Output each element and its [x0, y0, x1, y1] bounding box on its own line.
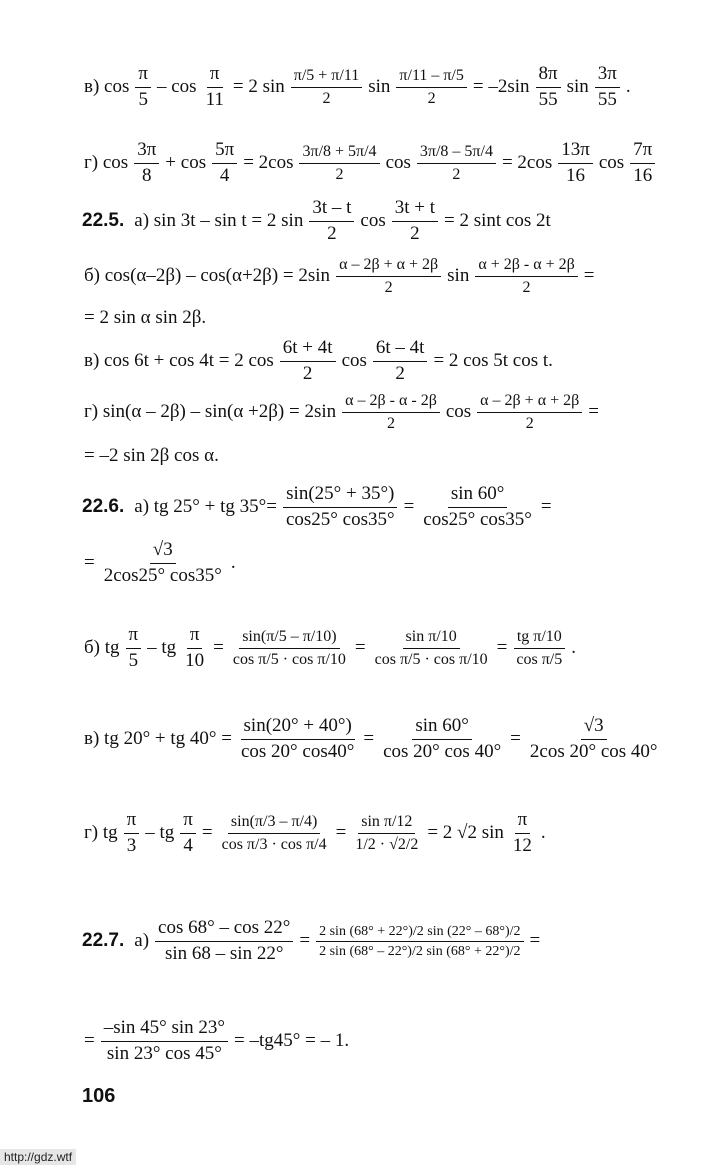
operator: = [354, 636, 366, 658]
expr-label: а) sin 3t – sin t = 2 sin [134, 209, 304, 231]
solution-22-5-g-cont [82, 446, 681, 467]
fraction: $\frac{√3}{2\cos 25^\circ \cos 35^\circ}$ [103, 539, 222, 586]
solution-22-5-b [82, 256, 681, 296]
operator: = [363, 727, 375, 749]
operator: sin [447, 264, 470, 286]
fraction: $\frac{\sin(\pi/5 - \pi/10)}{\text{cos π/5 · cos π/10}}$ [232, 628, 346, 668]
fraction: $\frac{13\pi}{16}$ [558, 140, 593, 187]
fraction: $\frac{2 \sin (68^\circ + 22^\circ)/2 \sin (22^\circ - 68^\circ)/2}{2 \sin (68^\circ - 22^\circ)/2 \sin (68^\circ + 22^\circ)/2}$ [316, 924, 523, 960]
expr-label: г) cos [84, 151, 129, 173]
solution-22-4-g [82, 140, 681, 187]
operator: = [588, 400, 599, 422]
page-number: 106 [82, 1085, 116, 1107]
expr-label: б) cos(α–2β) – cos(α+2β) = 2sin [84, 264, 331, 286]
fraction: $\frac{8\pi}{55}$ [536, 64, 561, 111]
solution-22-5-a [82, 198, 681, 245]
fraction: $\frac{√3}{2\cos 20^\circ \cos 40^\circ}$ [529, 715, 658, 762]
solution-22-6-g [82, 810, 681, 857]
operator: = –2sin [472, 75, 530, 97]
fraction: $\frac{3\pi/8 + 5\pi/4}{2}$ [299, 143, 379, 183]
expr-label: г) tg [84, 821, 118, 843]
fraction: $\frac{\pi}{11}$ [205, 63, 224, 110]
operator: = [299, 929, 311, 951]
fraction: $\frac{5\pi}{4}$ [212, 140, 237, 187]
fraction: $\frac{3\pi}{8}$ [134, 140, 159, 187]
fraction: $\frac{\pi}{3}$ [124, 810, 140, 857]
solution-22-7-a-cont [82, 1018, 681, 1065]
solution-22-7-a [82, 918, 681, 965]
problem-number: 22.5. [82, 209, 125, 231]
fraction: $\frac{\alpha - 2\beta - \alpha - 2\beta}{2}$ [342, 392, 440, 432]
operator: sin [566, 75, 589, 97]
solution-22-6-a-cont [82, 540, 681, 587]
fraction: $\frac{\alpha - 2\beta + \alpha + 2\beta}{2}$ [336, 256, 441, 296]
operator: cos [360, 209, 386, 231]
operator: = 2cos [501, 151, 553, 173]
operator: = [84, 1029, 95, 1051]
result: = –tg45° = – 1. [234, 1029, 350, 1051]
expr-label: б) tg [84, 636, 120, 658]
fraction: $\frac{\sin 60^\circ}{\cos 20^\circ \cos 40^\circ}$ [383, 715, 502, 762]
operator: = [213, 636, 224, 658]
operator: cos [445, 400, 472, 422]
problem-number: 22.7. [82, 929, 125, 951]
solution-22-6-a [82, 484, 681, 531]
fraction: $\frac{6t + 4t}{2}$ [280, 338, 336, 385]
fraction: $\frac{\pi}{5}$ [135, 64, 151, 111]
fraction: $\frac{\pi}{12}$ [512, 809, 532, 856]
solution-22-5-b-cont [82, 308, 681, 329]
result: = 2 sint cos 2t [444, 209, 551, 231]
solution-22-5-g [82, 392, 681, 432]
operator: = 2 √2 sin [427, 821, 504, 843]
fraction: $\frac{7\pi}{16}$ [630, 140, 655, 187]
fraction: $\frac{\sin(20^\circ + 40^\circ)}{\cos 20^\circ \cos 40^\circ}$ [240, 715, 355, 762]
fraction: $\frac{\pi}{10}$ [185, 624, 205, 671]
operator: . [625, 75, 631, 97]
fraction: $\frac{\pi/11 - \pi/5}{2}$ [396, 67, 466, 107]
operator: sin [368, 75, 391, 97]
operator: = [583, 264, 595, 286]
fraction: $\frac{\text{sin π/12}}{1/2 \cdot √2/2}$ [355, 813, 419, 853]
operator: + cos [165, 151, 207, 173]
problem-number: 22.6. [82, 495, 125, 517]
solution-22-6-b [82, 625, 681, 672]
fraction: $\frac{\sin(25^\circ + 35^\circ)}{\cos 25^\circ \cos 35^\circ}$ [283, 484, 398, 531]
operator: – cos [156, 75, 197, 97]
operator: . [540, 821, 546, 843]
solution-22-4-v [82, 64, 681, 111]
fraction: $\frac{\alpha + 2\beta - \alpha + 2\beta}{2}$ [475, 256, 577, 296]
fraction: $\frac{\text{sin π/10}}{\text{cos π/5 · cos π/10}}$ [374, 628, 488, 668]
expr-label: г) sin(α – 2β) – sin(α +2β) = 2sin [84, 400, 337, 422]
watermark-link[interactable]: http://gdz.wtf [0, 1149, 76, 1165]
operator: – tg [145, 821, 175, 843]
fraction: $\frac{\alpha - 2\beta + \alpha + 2\beta}{2}$ [477, 392, 582, 432]
operator: = [540, 495, 552, 517]
solution-22-6-v [82, 716, 681, 763]
result: = 2 sin α sin 2β. [84, 307, 207, 328]
fraction: $\frac{\cos 68^\circ - \cos 22^\circ}{\sin 68 - \sin 22^\circ}$ [155, 918, 293, 965]
fraction: $\frac{3t + t}{2}$ [392, 198, 438, 245]
fraction: $\frac{\text{tg π/10}}{\text{cos π/5}}$ [513, 628, 565, 668]
expr-label: а) tg 25° + tg 35°= [134, 495, 277, 517]
fraction: $\frac{6t - 4t}{2}$ [373, 338, 428, 385]
operator: cos [598, 151, 625, 173]
operator: cos [341, 349, 367, 371]
fraction: $\frac{\pi}{4}$ [180, 810, 196, 857]
fraction: $\frac{3t - t}{2}$ [309, 198, 354, 245]
fraction: $\frac{\sin(\pi/3 - \pi/4)}{\text{cos π/3 · cos π/4}}$ [221, 813, 327, 853]
expr-label: в) cos [84, 75, 130, 97]
fraction: $\frac{\pi/5 + \pi/11}{2}$ [291, 67, 362, 107]
fraction: $\frac{3\pi/8 - 5\pi/4}{2}$ [417, 143, 496, 183]
operator: = [529, 929, 541, 951]
solution-22-5-v [82, 338, 681, 385]
expr-label: в) tg 20° + tg 40° = [84, 727, 232, 749]
fraction: $\frac{-\sin 45^\circ \sin 23^\circ}{\sin 23^\circ \cos 45^\circ}$ [101, 1018, 228, 1065]
operator: = 2cos [243, 151, 294, 173]
operator: = [403, 495, 415, 517]
fraction: $\frac{\sin 60^\circ}{\cos 25^\circ \cos 35^\circ}$ [423, 483, 532, 530]
operator: = [496, 636, 508, 658]
expr-label: в) cos 6t + cos 4t = 2 cos [84, 349, 274, 371]
expr-label: а) [134, 929, 150, 951]
result: = –2 sin 2β cos α. [84, 445, 219, 466]
operator: cos [385, 151, 411, 173]
operator: = [510, 727, 521, 749]
fraction: $\frac{3\pi}{55}$ [595, 64, 620, 111]
operator: – tg [147, 636, 177, 658]
operator: = [201, 821, 213, 843]
operator: = [84, 551, 95, 573]
result: = 2 cos 5t cos t. [433, 349, 553, 371]
fraction: $\frac{\pi}{5}$ [126, 625, 142, 672]
operator: . [571, 636, 576, 658]
operator: = [335, 821, 347, 843]
operator: = 2 sin [232, 75, 285, 97]
operator: . [230, 551, 236, 573]
